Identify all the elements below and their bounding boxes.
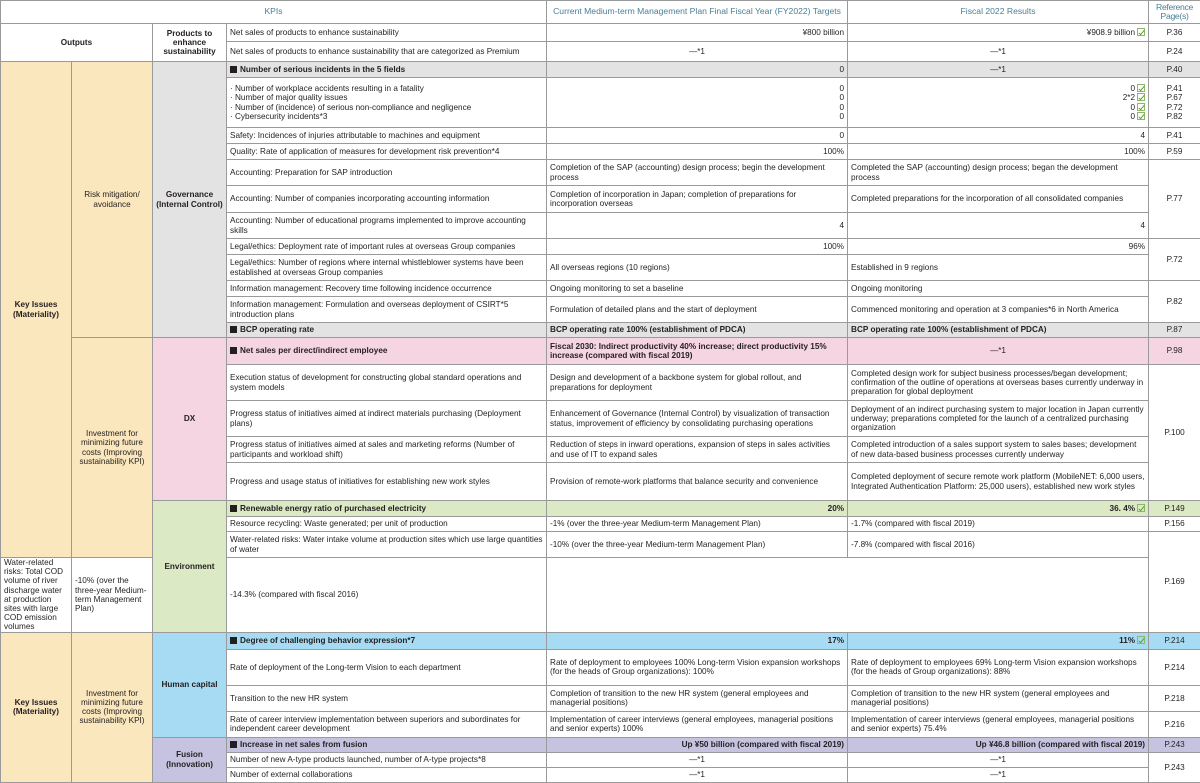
- result-cell: —*1: [848, 42, 1149, 62]
- result-cell: 96%: [848, 239, 1149, 255]
- target-cell: 100%: [547, 239, 848, 255]
- risk-mitigation-label: Risk mitigation/ avoidance: [72, 62, 153, 338]
- list-item: · Number of major quality issues: [230, 93, 543, 102]
- kpi-cell: [227, 323, 547, 338]
- human-capital-label: Human capital: [153, 632, 227, 737]
- kpi-cell: Resource recycling: Waste generated; per unit of production: [227, 517, 547, 532]
- kpi-cell: Progress status of initiatives aimed at indirect materials purchasing (Deployment plans): [227, 401, 547, 437]
- kpi-cell: [227, 501, 547, 517]
- target-cell: Completion of incorporation in Japan; completion of preparations for incorporation overseas: [547, 186, 848, 213]
- kpi-text: Number of serious incidents in the 5 fields: [240, 65, 405, 74]
- target-cell: 0 0 0 0: [547, 78, 848, 128]
- result-cell: Completion of transition to the new HR system (general employees and managerial positions): [848, 685, 1149, 711]
- kpi-cell: Water-related risks: Water intake volume at production sites which use large quantities of water: [227, 532, 547, 558]
- kpi-cell: Safety: Incidences of injuries attributable to machines and equipment: [227, 128, 547, 144]
- result-cell: 100%: [848, 144, 1149, 160]
- result-cell: Completed deployment of secure remote work platform (MobileNET: 6,000 users, Integrated Authentication Platform: 25,000 users), established new work styles: [848, 463, 1149, 501]
- check-icon: [1137, 112, 1145, 120]
- result-cell: 4: [848, 213, 1149, 239]
- kpi-cell: Information management: Recovery time following incidence occurrence: [227, 281, 547, 297]
- header-row: [1, 1, 1200, 24]
- target-cell: 4: [547, 213, 848, 239]
- target-cell: Provision of remote-work platforms that balance security and convenience: [547, 463, 848, 501]
- kpi-text: BCP operating rate: [240, 325, 314, 334]
- key-issues-label: Key Issues (Materiality): [1, 632, 72, 782]
- result-cell: Ongoing monitoring: [848, 281, 1149, 297]
- target-cell: 0: [547, 62, 848, 78]
- result-cell: Implementation of career interviews (general employees, managerial positions and senior experts) 75.4%: [848, 711, 1149, 737]
- target-cell: Up ¥50 billion (compared with fiscal 2019): [547, 737, 848, 752]
- target-cell: —*1: [547, 752, 848, 767]
- ref-cell: P.214: [1149, 649, 1200, 685]
- square-bullet-icon: [230, 741, 237, 748]
- result-cell: Completed design work for subject business processes/began development; confirmation of the outline of operations at overseas bases currently underway in preparation for global deployment: [848, 365, 1149, 401]
- result-cell: Completed the SAP (accounting) design process; began the development process: [848, 160, 1149, 186]
- header-reference-pages: Reference Page(s): [1149, 1, 1200, 24]
- target-cell: Design and development of a backbone system for global rollout, and preparations for deployment: [547, 365, 848, 401]
- key-issues-label: Key Issues (Materiality): [1, 62, 72, 558]
- result-cell: Up ¥46.8 billion (compared with fiscal 2019): [848, 737, 1149, 752]
- target-cell: 20%: [547, 501, 848, 517]
- kpi-cell: [227, 78, 547, 128]
- ref-cell: P.41 P.67 P.72 P.82: [1149, 78, 1200, 128]
- kpi-cell: Legal/ethics: Deployment rate of important rules at overseas Group companies: [227, 239, 547, 255]
- ref-cell: P.100: [1149, 365, 1200, 501]
- result-cell: Established in 9 regions: [848, 255, 1149, 281]
- target-cell: 100%: [547, 144, 848, 160]
- products-label: Products to enhance sustainability: [153, 24, 227, 62]
- kpi-cell: Progress and usage status of initiatives for establishing new work styles: [227, 463, 547, 501]
- ref-cell: P.59: [1149, 144, 1200, 160]
- target-cell: Ongoing monitoring to set a baseline: [547, 281, 848, 297]
- result-cell: 0 2*2 0 0: [848, 78, 1149, 128]
- kpi-cell: [227, 737, 547, 752]
- target-cell: 17%: [547, 632, 848, 649]
- ref-cell: P.36: [1149, 24, 1200, 42]
- governance-label: Governance (Internal Control): [153, 62, 227, 338]
- result-value: 11%: [1119, 636, 1135, 645]
- ref-cell: P.169: [1149, 532, 1200, 633]
- result-value: ¥908.9 billion: [1087, 28, 1135, 37]
- square-bullet-icon: [230, 66, 237, 73]
- result-cell: —*1: [848, 62, 1149, 78]
- kpi-cell: Legal/ethics: Number of regions where internal whistleblower systems have been established at overseas Group companies: [227, 255, 547, 281]
- kpi-cell: Number of external collaborations: [227, 767, 547, 782]
- table-row: [1, 632, 1200, 649]
- square-bullet-icon: [230, 505, 237, 512]
- kpi-cell: Water-related risks: Total COD volume of river discharge water at production sites with large COD emission volumes: [1, 558, 72, 633]
- ref-cell: P.214: [1149, 632, 1200, 649]
- kpi-cell: Accounting: Number of educational programs implemented to improve accounting skills: [227, 213, 547, 239]
- kpi-text: Degree of challenging behavior expression*7: [240, 636, 415, 645]
- check-icon: [1137, 636, 1145, 644]
- table-row: [1, 501, 1200, 517]
- target-cell: BCP operating rate 100% (establishment of PDCA): [547, 323, 848, 338]
- check-icon: [1137, 504, 1145, 512]
- environment-label: Environment: [153, 501, 227, 633]
- result-cell: -1.7% (compared with fiscal 2019): [848, 517, 1149, 532]
- ref-cell: P.72: [1149, 239, 1200, 281]
- ref-cell: P.41: [1149, 128, 1200, 144]
- ref-cell: P.216: [1149, 711, 1200, 737]
- check-icon: [1137, 93, 1145, 101]
- header-results: Fiscal 2022 Results: [848, 1, 1149, 24]
- result-cell: Deployment of an indirect purchasing system to major location in Japan currently underway; preparations completed for the launch of a centralized purchasing organization: [848, 401, 1149, 437]
- result-cell: BCP operating rate 100% (establishment of PDCA): [848, 323, 1149, 338]
- square-bullet-icon: [230, 326, 237, 333]
- result-cell: -14.3% (compared with fiscal 2016): [227, 558, 547, 633]
- ref-cell: P.149: [1149, 501, 1200, 517]
- kpi-cell: Rate of deployment of the Long-term Vision to each department: [227, 649, 547, 685]
- result-cell: —*1: [848, 767, 1149, 782]
- result-cell: [848, 501, 1149, 517]
- investment-label: Investment for minimizing future costs (Improving sustainability KPI): [72, 632, 153, 782]
- table-row: [1, 62, 1200, 78]
- ref-cell: P.218: [1149, 685, 1200, 711]
- ref-cell: P.156: [1149, 517, 1200, 532]
- result-cell: Rate of deployment to employees 69% Long-term Vision expansion workshops (for the heads of Group organizations): 88%: [848, 649, 1149, 685]
- list-item: · Cybersecurity incidents*3: [230, 112, 543, 121]
- ref-cell: P.243: [1149, 737, 1200, 752]
- kpi-cell: Net sales of products to enhance sustainability: [227, 24, 547, 42]
- check-icon: [1137, 28, 1145, 36]
- result-cell: Completed introduction of a sales support system to sales bases; development of new data-based business processes currently underway: [848, 437, 1149, 463]
- ref-cell: P.82: [1149, 281, 1200, 323]
- result-cell: —*1: [848, 338, 1149, 365]
- kpi-cell: Number of new A-type products launched, number of A-type projects*8: [227, 752, 547, 767]
- fusion-label: Fusion (Innovation): [153, 737, 227, 782]
- target-cell: ¥800 billion: [547, 24, 848, 42]
- header-targets: Current Medium-term Management Plan Final Fiscal Year (FY2022) Targets: [547, 1, 848, 24]
- dx-label: DX: [153, 338, 227, 501]
- kpi-cell: Rate of career interview implementation between superiors and subordinates for independent career development: [227, 711, 547, 737]
- result-cell: -7.8% (compared with fiscal 2016): [848, 532, 1149, 558]
- table-row: [1, 24, 1200, 42]
- target-cell: Rate of deployment to employees 100% Long-term Vision expansion workshops (for the heads of Group organizations): 100%: [547, 649, 848, 685]
- target-cell: Implementation of career interviews (general employees, managerial positions and senior experts) 100%: [547, 711, 848, 737]
- target-cell: Completion of the SAP (accounting) design process; begin the development process: [547, 160, 848, 186]
- kpi-cell: [227, 632, 547, 649]
- target-cell: Formulation of detailed plans and the start of deployment: [547, 297, 848, 323]
- kpi-text: Renewable energy ratio of purchased electricity: [240, 504, 426, 513]
- kpi-cell: Progress status of initiatives aimed at sales and marketing reforms (Number of participants and workload shift): [227, 437, 547, 463]
- check-icon: [1137, 84, 1145, 92]
- target-cell: Completion of transition to the new HR system (general employees and managerial positions): [547, 685, 848, 711]
- result-cell: —*1: [848, 752, 1149, 767]
- kpi-cell: Information management: Formulation and overseas deployment of CSIRT*5 introduction plans: [227, 297, 547, 323]
- header-kpis: KPIs: [1, 1, 547, 24]
- investment-label: Investment for minimizing future costs (Improving sustainability KPI): [72, 338, 153, 558]
- outputs-label: Outputs: [1, 24, 153, 62]
- kpi-cell: Net sales of products to enhance sustainability that are categorized as Premium: [227, 42, 547, 62]
- target-cell: 0: [547, 128, 848, 144]
- ref-cell: P.243: [1149, 752, 1200, 782]
- kpi-cell: Accounting: Preparation for SAP introduction: [227, 160, 547, 186]
- target-cell: —*1: [547, 42, 848, 62]
- ref-cell: P.77: [1149, 160, 1200, 239]
- result-cell: [848, 632, 1149, 649]
- check-icon: [1137, 103, 1145, 111]
- ref-cell: P.40: [1149, 62, 1200, 78]
- kpi-cell: Execution status of development for constructing global standard operations and system models: [227, 365, 547, 401]
- target-cell: -10% (over the three-year Medium-term Management Plan): [547, 532, 848, 558]
- kpi-text: Increase in net sales from fusion: [240, 740, 367, 749]
- kpi-cell: [227, 338, 547, 365]
- square-bullet-icon: [230, 347, 237, 354]
- target-cell: -10% (over the three-year Medium-term Management Plan): [72, 558, 153, 633]
- result-cell: [848, 24, 1149, 42]
- ref-cell: P.87: [1149, 323, 1200, 338]
- result-value: 36. 4%: [1110, 504, 1136, 513]
- ref-cell: P.24: [1149, 42, 1200, 62]
- target-cell: Reduction of steps in inward operations, expansion of steps in sales activities and use of IT to expand sales: [547, 437, 848, 463]
- result-cell: Commenced monitoring and operation at 3 companies*6 in North America: [848, 297, 1149, 323]
- target-cell: -1% (over the three-year Medium-term Management Plan): [547, 517, 848, 532]
- target-cell: Fiscal 2030: Indirect productivity 40% increase; direct productivity 15% increase (compared with fiscal 2019): [547, 338, 848, 365]
- square-bullet-icon: [230, 637, 237, 644]
- kpi-cell: Accounting: Number of companies incorporating accounting information: [227, 186, 547, 213]
- kpi-text: Net sales per direct/indirect employee: [240, 346, 387, 355]
- target-cell: Enhancement of Governance (Internal Control) by visualization of transaction status, improvement of efficiency by consolidating purchasing operations: [547, 401, 848, 437]
- list-item: · Number of workplace accidents resulting in a fatality: [230, 84, 543, 93]
- kpi-cell: Transition to the new HR system: [227, 685, 547, 711]
- result-cell: 4: [848, 128, 1149, 144]
- kpi-cell: [227, 62, 547, 78]
- table-row: [1, 338, 1200, 365]
- target-cell: —*1: [547, 767, 848, 782]
- table-row: [1, 737, 1200, 752]
- ref-cell: P.98: [1149, 338, 1200, 365]
- list-item: · Number of (incidence) of serious non-compliance and negligence: [230, 103, 543, 112]
- result-cell: Completed preparations for the incorporation of all consolidated companies: [848, 186, 1149, 213]
- target-cell: All overseas regions (10 regions): [547, 255, 848, 281]
- kpi-cell: Quality: Rate of application of measures for development risk prevention*4: [227, 144, 547, 160]
